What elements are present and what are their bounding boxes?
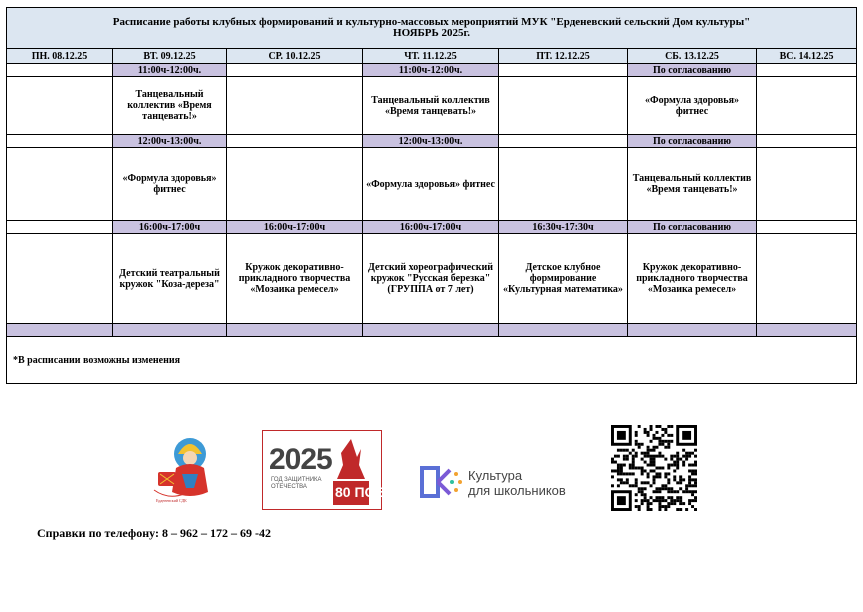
time-row <box>7 221 857 234</box>
svg-text:Ерденевский СДК: Ерденевский СДК <box>156 498 187 503</box>
day-header: ЧТ. 11.12.25 <box>363 49 499 64</box>
event-cell <box>7 148 113 221</box>
time-cell: 12:00ч-13:00ч. <box>363 135 499 148</box>
event-cell: Кружок декоративно-прикладного творчества «Мозаика ремесел» <box>628 234 757 324</box>
event-cell: «Формула здоровья» фитнес <box>628 77 757 135</box>
time-cell <box>499 135 628 148</box>
event-cell <box>757 148 857 221</box>
event-row <box>7 234 857 324</box>
time-cell <box>757 221 857 234</box>
time-cell: По согласованию <box>628 64 757 77</box>
event-cell <box>227 148 363 221</box>
day-header: СР. 10.12.25 <box>227 49 363 64</box>
time-cell: 12:00ч-13:00ч. <box>113 135 227 148</box>
time-cell: 11:00ч-12:00ч. <box>363 64 499 77</box>
event-cell <box>7 77 113 135</box>
time-cell: 16:30ч-17:30ч <box>499 221 628 234</box>
phone-info: Справки по телефону: 8 – 962 – 172 – 69 -42 <box>37 526 271 540</box>
kultura-logo <box>418 462 598 502</box>
kultura-mark-icon <box>418 462 464 502</box>
event-cell: Танцевальный коллектив «Время танцевать!» <box>363 77 499 135</box>
time-cell <box>227 64 363 77</box>
event-cell: Танцевальный коллектив «Время танцевать!» <box>628 148 757 221</box>
time-cell <box>7 135 113 148</box>
victory-monument-icon <box>331 435 420 507</box>
event-cell <box>757 234 857 324</box>
schedule-title <box>7 8 857 49</box>
time-cell <box>7 221 113 234</box>
logo-year: 2025 <box>269 443 332 476</box>
time-row <box>7 135 857 148</box>
time-cell <box>227 135 363 148</box>
time-cell <box>757 64 857 77</box>
logos-strip <box>0 420 863 520</box>
event-cell: Детский театральный кружок "Коза-дереза" <box>113 234 227 324</box>
event-cell <box>499 77 628 135</box>
day-header: СБ. 13.12.25 <box>628 49 757 64</box>
event-cell: «Формула здоровья» фитнес <box>113 148 227 221</box>
event-cell: Танцевальный коллектив «Время танцевать!» <box>113 77 227 135</box>
event-cell <box>7 234 113 324</box>
day-header: ПН. 08.12.25 <box>7 49 113 64</box>
time-cell: 16:00ч-17:00ч <box>227 221 363 234</box>
house-of-culture-logo-icon <box>148 430 228 510</box>
title-line-2: НОЯБРЬ 2025г. <box>393 27 471 39</box>
victory-badge-text: 80 ПОБЕДА! <box>335 484 420 500</box>
event-cell: «Формула здоровья» фитнес <box>363 148 499 221</box>
spacer-row <box>7 324 857 337</box>
event-cell <box>227 77 363 135</box>
event-cell: Детское клубное формирование «Культурная математика» <box>499 234 628 324</box>
day-header: ПТ. 12.12.25 <box>499 49 628 64</box>
time-row <box>7 64 857 77</box>
time-cell: По согласованию <box>628 135 757 148</box>
time-cell: 16:00ч-17:00ч <box>363 221 499 234</box>
schedule-note: *В расписании возможны изменения <box>7 337 857 384</box>
kultura-line-2: для школьников <box>468 483 566 498</box>
time-cell: 16:00ч-17:00ч <box>113 221 227 234</box>
year-of-defender-logo <box>262 430 420 510</box>
logo-caption: ГОД ЗАЩИТНИКА ОТЕЧЕСТВА <box>271 477 322 490</box>
kultura-line-1: Культура <box>468 468 523 483</box>
time-cell: 11:00ч-12:00ч. <box>113 64 227 77</box>
event-cell: Детский хореографический кружок "Русская березка" (ГРУППА от 7 лет) <box>363 234 499 324</box>
time-cell <box>7 64 113 77</box>
days-header-row <box>7 49 857 64</box>
event-cell: Кружок декоративно-прикладного творчества «Мозаика ремесел» <box>227 234 363 324</box>
event-row <box>7 77 857 135</box>
day-header: ВТ. 09.12.25 <box>113 49 227 64</box>
time-cell <box>499 64 628 77</box>
day-header: ВС. 14.12.25 <box>757 49 857 64</box>
event-cell <box>757 77 857 135</box>
qr-code-icon[interactable] <box>611 425 697 511</box>
schedule-table <box>6 7 857 384</box>
time-cell <box>757 135 857 148</box>
time-cell: По согласованию <box>628 221 757 234</box>
event-cell <box>499 148 628 221</box>
title-line-1: Расписание работы клубных формирований и культурно-массовых мероприятий МУК "Ерденевский сельский Дом культуры" <box>112 16 751 28</box>
event-row <box>7 148 857 221</box>
